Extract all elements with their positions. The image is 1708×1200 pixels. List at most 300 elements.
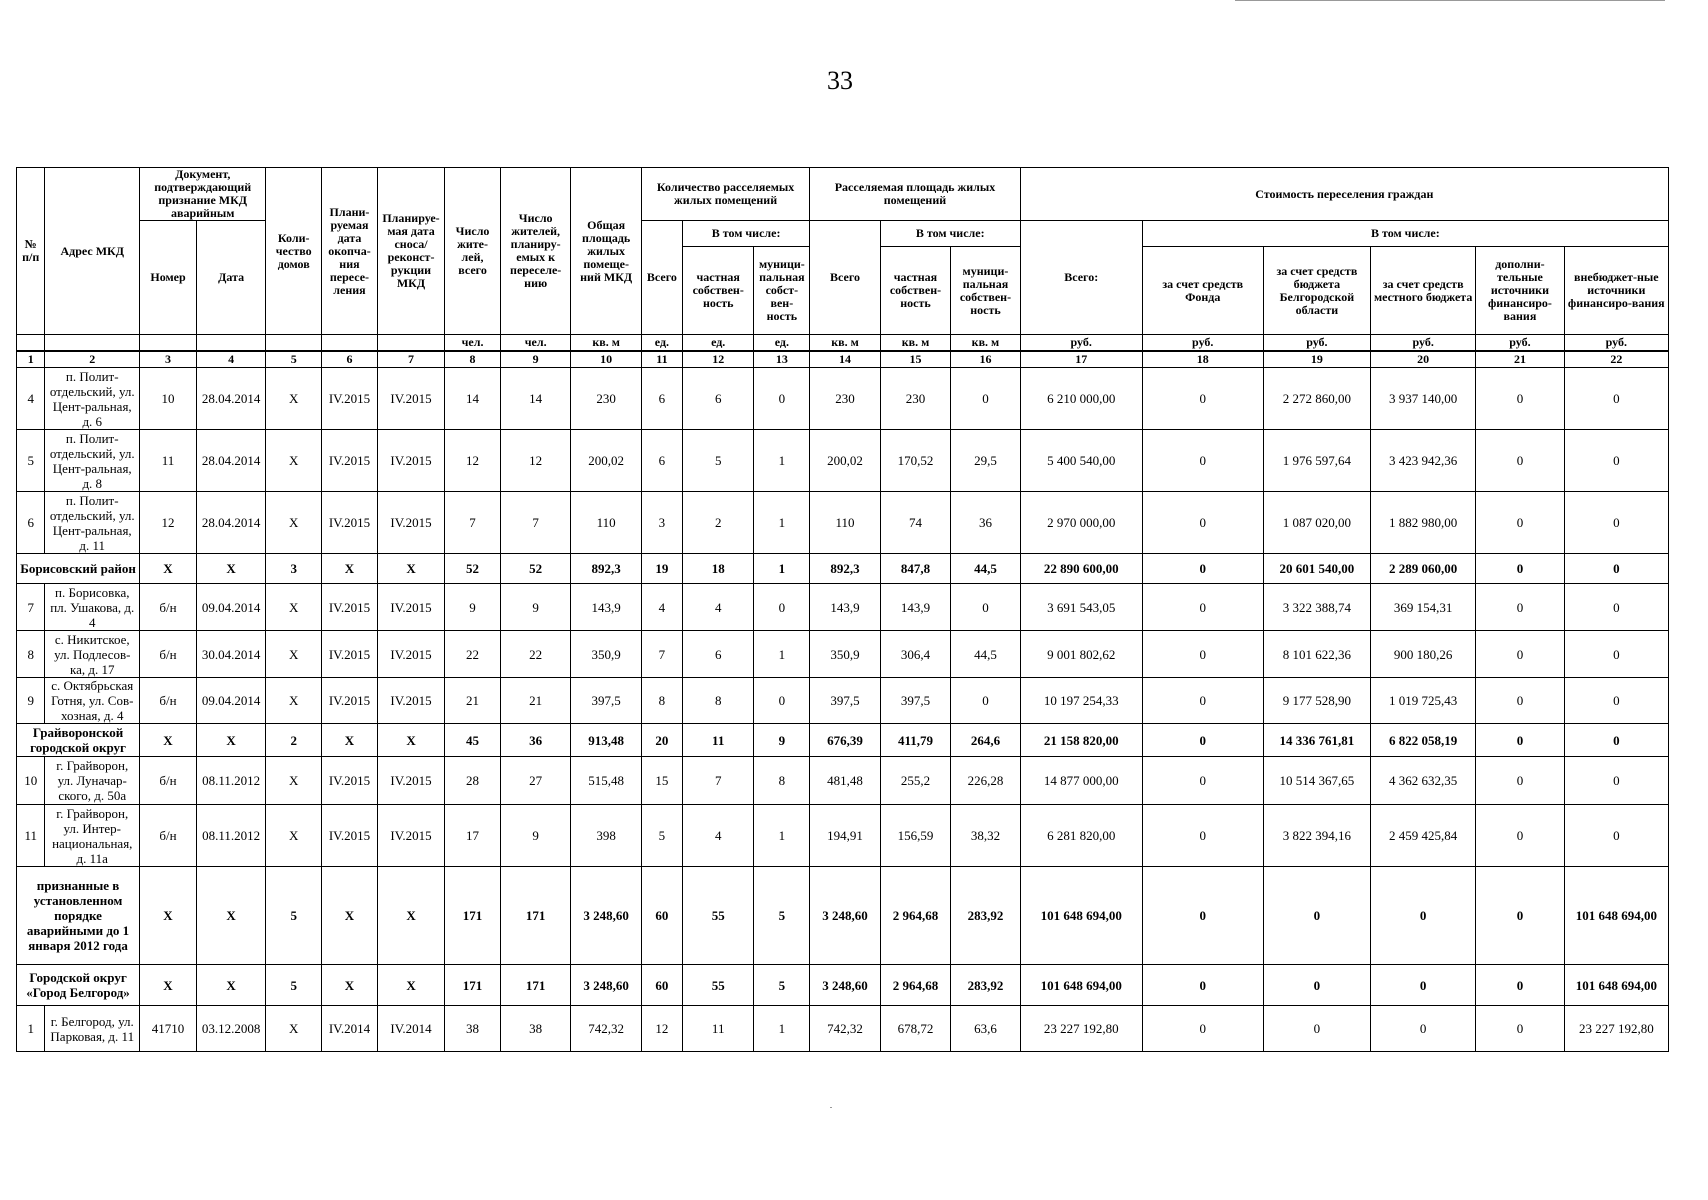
table-cell: 3 248,60 [810,867,880,965]
table-cell: 397,5 [571,678,641,724]
subtotal-row [17,965,1669,1006]
page-number: 33 [827,66,853,95]
table-cell: 2 459 425,84 [1371,805,1476,867]
table-cell: 10 [17,757,45,805]
table-cell: 283,92 [951,965,1020,1006]
table-cell: 110 [571,492,641,554]
table-cell: X [196,867,265,965]
table-cell: 3 248,60 [810,965,880,1006]
table-cell: 0 [1371,965,1476,1006]
column-number: 7 [377,351,444,368]
table-cell: 74 [880,492,950,554]
subtotal-row [17,724,1669,757]
table-cell: 3 822 394,16 [1263,805,1370,867]
table-cell: 676,39 [810,724,880,757]
table-cell: 3 423 942,36 [1371,430,1476,492]
table-cell: 60 [641,965,682,1006]
table-cell: 15 [641,757,682,805]
table-cell: 0 [1142,554,1263,584]
table-cell: 27 [500,757,570,805]
table-cell: 1 [754,554,810,584]
table-cell: 8 [682,678,754,724]
address-cell: п. Полит-отдельский, ул. Цент-ральная, д. 11 [45,492,140,554]
table-cell: X [377,724,444,757]
unit-cell: чел. [445,335,501,352]
table-cell: 397,5 [810,678,880,724]
table-cell: 18 [682,554,754,584]
table-cell: X [140,965,197,1006]
table-cell: X [266,1006,322,1052]
table-cell: 11 [17,805,45,867]
table-cell: 5 [754,965,810,1006]
address-cell: с. Октябрьская Готня, ул. Сов-хозная, д. 4 [45,678,140,724]
table-cell: X [322,554,378,584]
table-cell: 5 400 540,00 [1020,430,1142,492]
header-residents-planned: Число жителей, планиру-емых к переселе-нию [500,168,570,335]
table-cell: 55 [682,867,754,965]
table-cell: 52 [500,554,570,584]
table-cell: 38 [445,1006,501,1052]
table-cell: 8 [17,631,45,678]
table-cell: 28.04.2014 [196,430,265,492]
header-cost-incl: В том числе: [1142,221,1668,247]
table-cell: 7 [682,757,754,805]
table-cell: 14 877 000,00 [1020,757,1142,805]
table-cell: 0 [754,368,810,430]
table-cell: 6 [641,430,682,492]
table-cell: 0 [1564,631,1668,678]
header-num: № п/п [17,168,45,335]
table-cell: 742,32 [571,1006,641,1052]
table-cell: 55 [682,965,754,1006]
table-cell: 226,28 [951,757,1020,805]
unit-cell: руб. [1020,335,1142,352]
table-cell: 38,32 [951,805,1020,867]
address-cell: г. Грайворон, ул. Интер-национальная, д. 11а [45,805,140,867]
table-cell: 6 [641,368,682,430]
header-rooms-municipal: муници-пальная собст-вен-ность [754,247,810,335]
table-cell: 0 [1476,678,1564,724]
table-cell: 0 [1476,757,1564,805]
column-number: 19 [1263,351,1370,368]
table-cell: 101 648 694,00 [1564,867,1668,965]
header-doc-number: Номер [140,221,197,335]
table-cell: 7 [445,492,501,554]
unit-cell: кв. м [571,335,641,352]
table-cell: 2 964,68 [880,867,950,965]
table-cell: 1 882 980,00 [1371,492,1476,554]
table-cell: 6 [17,492,45,554]
table-cell: 7 [17,584,45,631]
table-cell: 28.04.2014 [196,492,265,554]
table-cell: 230 [571,368,641,430]
address-cell: п. Полит-отдельский, ул. Цент-ральная, д. 8 [45,430,140,492]
table-cell: 156,59 [880,805,950,867]
column-number: 15 [880,351,950,368]
table-cell: IV.2014 [377,1006,444,1052]
table-cell: 28.04.2014 [196,368,265,430]
table-cell: X [266,368,322,430]
header-area-incl: В том числе: [880,221,1020,247]
table-row [17,631,1669,678]
table-cell: 0 [1371,1006,1476,1052]
table-cell: 12 [500,430,570,492]
table-cell: IV.2015 [377,368,444,430]
table-cell: 6 822 058,19 [1371,724,1476,757]
header-rooms-incl: В том числе: [682,221,809,247]
table-cell: 21 [500,678,570,724]
table-cell: 60 [641,867,682,965]
table-cell: X [266,492,322,554]
table-cell: X [266,584,322,631]
header-residents-total: Число жите-лей, всего [445,168,501,335]
header-total-area: Общая площадь жилых помеще-ний МКД [571,168,641,335]
table-cell: 900 180,26 [1371,631,1476,678]
table-cell: 6 281 820,00 [1020,805,1142,867]
table-cell: 0 [1476,631,1564,678]
table-cell: 0 [1142,631,1263,678]
table-cell: 9 177 528,90 [1263,678,1370,724]
table-cell: 283,92 [951,867,1020,965]
resettlement-table-wrapper [16,167,1669,1052]
table-cell: 5 [266,867,322,965]
table-cell: 23 227 192,80 [1564,1006,1668,1052]
header-rooms-group: Количество расселяемых жилых помещений [641,168,809,221]
table-cell: 3 937 140,00 [1371,368,1476,430]
table-cell: X [377,965,444,1006]
unit-cell: руб. [1142,335,1263,352]
table-cell: 8 [641,678,682,724]
unit-cell: руб. [1263,335,1370,352]
unit-cell: кв. м [810,335,880,352]
scan-mark [1235,0,1665,1]
table-cell: 892,3 [571,554,641,584]
table-cell: 8 101 622,36 [1263,631,1370,678]
table-cell: 3 [266,554,322,584]
subtotal-row [17,554,1669,584]
header-offbudget: внебюджет-ные источники финансиро-вания [1564,247,1668,335]
table-cell: 171 [445,867,501,965]
table-cell: 0 [1564,430,1668,492]
column-number: 14 [810,351,880,368]
table-cell: 0 [1476,1006,1564,1052]
table-cell: IV.2015 [322,492,378,554]
table-cell: IV.2015 [377,584,444,631]
table-cell: 143,9 [571,584,641,631]
table-cell: IV.2015 [322,631,378,678]
column-number: 6 [322,351,378,368]
header-planned-end: Плани-руемая дата окопча-ния пересе-ления [322,168,378,335]
subtotal-name: признанные в установленном порядке аварийными до 1 января 2012 года [17,867,140,965]
table-cell: 44,5 [951,631,1020,678]
header-area-group: Расселяемая площадь жилых помещений [810,168,1020,221]
unit-cell: руб. [1564,335,1668,352]
table-cell: X [196,965,265,1006]
table-cell: 0 [1564,584,1668,631]
unit-cell: ед. [754,335,810,352]
table-cell: 515,48 [571,757,641,805]
table-cell: 3 322 388,74 [1263,584,1370,631]
table-cell: 3 248,60 [571,965,641,1006]
table-cell: 3 248,60 [571,867,641,965]
table-row [17,492,1669,554]
table-cell: IV.2015 [322,430,378,492]
table-cell: 0 [1371,867,1476,965]
table-cell: 171 [500,965,570,1006]
address-cell: п. Полит-отдельский, ул. Цент-ральная, д. 6 [45,368,140,430]
table-cell: 0 [1142,492,1263,554]
table-cell: 1 [754,1006,810,1052]
table-cell: X [377,554,444,584]
table-cell: 0 [754,584,810,631]
table-cell: 14 [500,368,570,430]
unit-cell: кв. м [951,335,1020,352]
table-cell: X [377,867,444,965]
table-cell: 4 [682,805,754,867]
column-number: 13 [754,351,810,368]
column-number: 22 [1564,351,1668,368]
table-cell: 397,5 [880,678,950,724]
table-cell: 4 [682,584,754,631]
subtotal-row [17,867,1669,965]
table-cell: 350,9 [810,631,880,678]
table-cell: 0 [1476,492,1564,554]
table-cell: 306,4 [880,631,950,678]
table-cell: 23 227 192,80 [1020,1006,1142,1052]
column-number: 12 [682,351,754,368]
table-cell: X [140,554,197,584]
resettlement-table [16,167,1669,1052]
table-cell: 0 [1476,965,1564,1006]
table-cell: 255,2 [880,757,950,805]
column-number: 20 [1371,351,1476,368]
table-cell: 1 019 725,43 [1371,678,1476,724]
table-cell: 22 890 600,00 [1020,554,1142,584]
column-number: 21 [1476,351,1564,368]
header-local: за счет средств местного бюджета [1371,247,1476,335]
table-cell: б/н [140,757,197,805]
table-cell: 2 964,68 [880,965,950,1006]
table-cell: 398 [571,805,641,867]
table-cell: 4 [641,584,682,631]
table-cell: 10 [140,368,197,430]
table-cell: 14 336 761,81 [1263,724,1370,757]
table-cell: 110 [810,492,880,554]
table-cell: 0 [1263,867,1370,965]
column-number: 8 [445,351,501,368]
column-number: 18 [1142,351,1263,368]
table-cell: 52 [445,554,501,584]
table-cell: 09.04.2014 [196,584,265,631]
table-cell: 6 [682,368,754,430]
table-cell: X [322,867,378,965]
table-cell: б/н [140,805,197,867]
table-cell: 5 [266,965,322,1006]
table-cell: 0 [1476,430,1564,492]
unit-cell: кв. м [880,335,950,352]
table-cell: 11 [682,1006,754,1052]
column-number: 10 [571,351,641,368]
address-cell: г. Грайворон, ул. Луначар-ского, д. 50а [45,757,140,805]
column-number: 4 [196,351,265,368]
table-cell: 0 [1564,724,1668,757]
table-cell: 1 [754,805,810,867]
table-cell: 0 [1476,554,1564,584]
table-cell: 10 514 367,65 [1263,757,1370,805]
table-cell: 45 [445,724,501,757]
column-number: 11 [641,351,682,368]
column-number: 5 [266,351,322,368]
table-cell: IV.2015 [322,584,378,631]
table-cell: 09.04.2014 [196,678,265,724]
table-cell: IV.2015 [377,757,444,805]
table-cell: 36 [951,492,1020,554]
table-cell: 101 648 694,00 [1020,867,1142,965]
address-cell: с. Никитское, ул. Подлесов-ка, д. 17 [45,631,140,678]
table-cell: 0 [1142,867,1263,965]
table-cell: 0 [951,678,1020,724]
column-numbers-row [17,351,1669,368]
table-cell: IV.2015 [322,678,378,724]
table-cell: 0 [1564,368,1668,430]
table-cell: 17 [445,805,501,867]
table-cell: б/н [140,631,197,678]
table-cell: 20 [641,724,682,757]
table-cell: 5 [17,430,45,492]
header-address: Адрес МКД [45,168,140,335]
table-cell: IV.2015 [377,805,444,867]
table-cell: 9 [500,584,570,631]
table-cell: 9 [754,724,810,757]
table-cell: IV.2015 [377,492,444,554]
table-cell: 1 [754,492,810,554]
header-doc-date: Дата [196,221,265,335]
table-cell: IV.2015 [377,631,444,678]
table-cell: 9 001 802,62 [1020,631,1142,678]
unit-cell: ед. [682,335,754,352]
table-cell: 0 [1476,867,1564,965]
table-cell: 892,3 [810,554,880,584]
table-cell: X [196,554,265,584]
unit-cell: ед. [641,335,682,352]
table-cell: 350,9 [571,631,641,678]
column-number: 2 [45,351,140,368]
table-cell: 143,9 [880,584,950,631]
table-cell: 170,52 [880,430,950,492]
table-cell: 0 [1564,757,1668,805]
header-planned-demolition: Планируе-мая дата сноса/ реконст-рукции МКД [377,168,444,335]
table-cell: 1 [754,631,810,678]
table-cell: X [266,805,322,867]
table-cell: 0 [1142,757,1263,805]
table-cell: 08.11.2012 [196,757,265,805]
column-number: 1 [17,351,45,368]
units-row [17,335,1669,352]
table-row [17,368,1669,430]
table-cell: 10 197 254,33 [1020,678,1142,724]
table-cell: 4 [17,368,45,430]
scan-mark [830,1107,832,1108]
table-cell: 0 [1476,805,1564,867]
table-cell: 101 648 694,00 [1020,965,1142,1006]
table-cell: 0 [1142,1006,1263,1052]
table-cell: 411,79 [880,724,950,757]
unit-cell: чел. [500,335,570,352]
table-cell: 369 154,31 [1371,584,1476,631]
table-cell: 143,9 [810,584,880,631]
table-cell: 2 272 860,00 [1263,368,1370,430]
table-cell: 38 [500,1006,570,1052]
table-cell: 230 [810,368,880,430]
table-cell: 200,02 [571,430,641,492]
table-cell: б/н [140,584,197,631]
table-cell: 1 976 597,64 [1263,430,1370,492]
table-cell: 101 648 694,00 [1564,965,1668,1006]
table-cell: 2 [266,724,322,757]
table-cell: 1 [17,1006,45,1052]
header-houses: Коли-чество домов [266,168,322,335]
table-cell: 2 289 060,00 [1371,554,1476,584]
table-cell: 0 [1564,492,1668,554]
column-number: 17 [1020,351,1142,368]
table-cell: 0 [1142,678,1263,724]
table-row [17,757,1669,805]
table-cell: 44,5 [951,554,1020,584]
table-row [17,584,1669,631]
header-area-all: Всего [810,221,880,335]
unit-cell: руб. [1371,335,1476,352]
table-row [17,1006,1669,1052]
table-cell: 481,48 [810,757,880,805]
header-cost-total: Всего: [1020,221,1142,335]
table-cell: 230 [880,368,950,430]
table-cell: 0 [951,584,1020,631]
table-cell: 5 [682,430,754,492]
table-cell: 20 601 540,00 [1263,554,1370,584]
table-cell: IV.2015 [377,430,444,492]
table-cell: 0 [1476,584,1564,631]
table-cell: 9 [17,678,45,724]
table-cell: 678,72 [880,1006,950,1052]
table-cell: 913,48 [571,724,641,757]
table-cell: 8 [754,757,810,805]
table-cell: X [196,724,265,757]
header-area-municipal: муници-пальная собствен-ность [951,247,1020,335]
table-cell: 7 [641,631,682,678]
table-cell: 9 [500,805,570,867]
table-cell: 1 087 020,00 [1263,492,1370,554]
table-cell: 22 [445,631,501,678]
table-cell: IV.2015 [322,757,378,805]
table-cell: 0 [1476,724,1564,757]
table-cell: X [266,757,322,805]
table-cell: 29,5 [951,430,1020,492]
table-cell: 3 691 543,05 [1020,584,1142,631]
table-cell: 742,32 [810,1006,880,1052]
table-cell: 0 [1142,965,1263,1006]
table-cell: X [266,631,322,678]
table-cell: 21 [445,678,501,724]
header-fund: за счет средств Фонда [1142,247,1263,335]
table-cell: 0 [1142,584,1263,631]
table-cell: 3 [641,492,682,554]
table-cell: 0 [1142,368,1263,430]
table-cell: X [140,867,197,965]
header-area-private: частная собствен-ность [880,247,950,335]
table-cell: 9 [445,584,501,631]
table-cell: 0 [1564,554,1668,584]
table-cell: 0 [1142,724,1263,757]
